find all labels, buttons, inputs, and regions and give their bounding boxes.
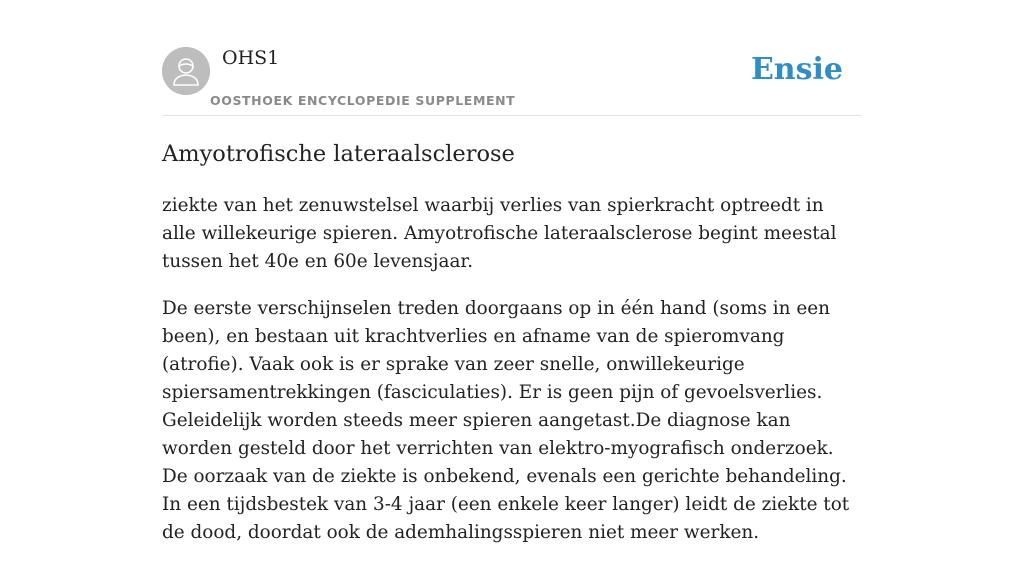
article-body [162, 192, 862, 566]
paragraph: De eerste verschijnselen treden doorgaans op in één hand (soms in een been), en bestaan uit krachtverlies en afname van de spieromvang (atrofie). Vaak ook is er sprake van zeer snelle, onwillekeurige spiersamentrekkingen (fasciculaties). Er is geen pijn of gevoelsverlies. Geleidelijk worden steeds meer spieren aangetast.De diagnose kan worden gesteld door het verrichten van elektro-myografisch onderzoek. De oorzaak van de ziekte is onbekend, evenals een gerichte behandeling. In een tijdsbestek van 3-4 jaar (een enkele keer langer) leidt de ziekte tot de dood, doordat ook de ademhalingsspieren niet meer werken. [162, 298, 850, 543]
user-icon [162, 47, 210, 95]
source-name[interactable]: OOSTHOEK ENCYCLOPEDIE SUPPLEMENT [210, 93, 516, 108]
paragraph: ziekte van het zenuwstelsel waarbij verlies van spierkracht optreedt in alle willekeurige spieren. Amyotrofische lateraalsclerose begint meestal tussen het 40e en 60e levensjaar. [162, 195, 837, 272]
author-name[interactable]: OHS1 [222, 47, 280, 69]
site-logo[interactable]: Ensie [750, 52, 843, 87]
article-title: Amyotrofische lateraalsclerose [162, 141, 515, 167]
article-header [162, 46, 862, 116]
avatar[interactable] [162, 47, 210, 95]
